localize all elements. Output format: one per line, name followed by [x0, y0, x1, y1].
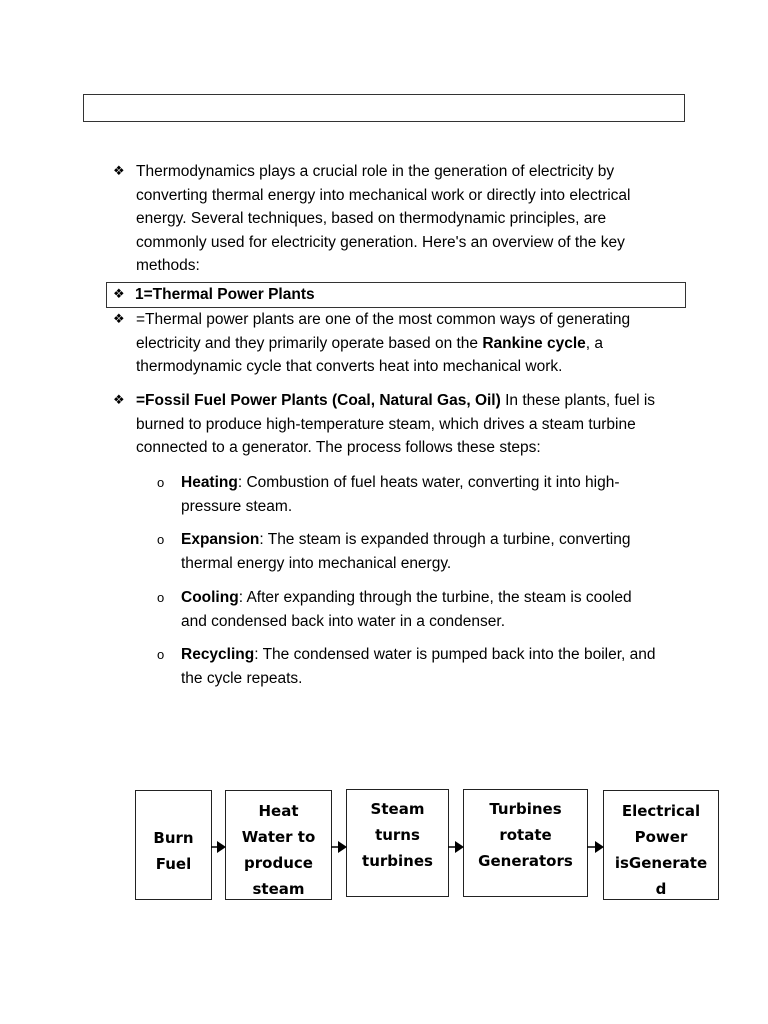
right-arrow-icon — [211, 836, 227, 858]
intro-line: commonly used for electricity generation. Here's an overview of the key — [136, 233, 625, 251]
right-arrow-icon — [331, 836, 348, 858]
circle-bullet-icon: o — [157, 647, 165, 662]
fossil-paragraph — [113, 389, 673, 461]
flow-box-steam-turbines: Steam turns turbines — [346, 789, 449, 897]
fossil-line: burned to produce high-temperature steam, which drives a steam turbine — [136, 415, 636, 433]
flow-box-electrical-power: Electrical Power isGenerate d — [603, 790, 719, 900]
fossil-line: =Fossil Fuel Power Plants (Coal, Natural Gas, Oil) In these plants, fuel is — [136, 392, 656, 409]
right-arrow-icon — [587, 836, 605, 858]
thermal-line: =Thermal power plants are one of the most common ways of generating — [136, 311, 631, 328]
step-term: Expansion — [181, 531, 260, 548]
section-heading — [106, 282, 686, 308]
thermal-paragraph — [113, 308, 673, 380]
diamond-bullet-icon: ❖ — [113, 287, 125, 302]
circle-bullet-icon: o — [157, 475, 165, 490]
diamond-bullet-icon: ❖ — [113, 312, 125, 327]
intro-line: Thermodynamics plays a crucial role in the generation of electricity by — [136, 163, 615, 180]
section-heading-text: 1=Thermal Power Plants — [135, 286, 315, 303]
rankine-cycle-term: Rankine cycle — [482, 334, 586, 352]
intro-line: energy. Several techniques, based on thermodynamic principles, are — [136, 210, 607, 228]
flow-box-burn-fuel: Burn Fuel — [135, 790, 212, 900]
circle-bullet-icon: o — [157, 532, 165, 547]
thermal-line: thermodynamic cycle that converts heat into mechanical work. — [136, 358, 563, 376]
intro-paragraph — [113, 160, 673, 280]
step-term: Recycling — [181, 646, 255, 663]
step-term: Heating — [181, 474, 238, 491]
intro-line: converting thermal energy into mechanical work or directly into electrical — [136, 186, 631, 204]
flow-box-heat-water: Heat Water to produce steam — [225, 790, 332, 900]
fossil-heading: =Fossil Fuel Power Plants (Coal, Natural Gas, Oil) — [136, 392, 501, 409]
step-term: Cooling — [181, 589, 239, 606]
diamond-bullet-icon: ❖ — [113, 164, 125, 179]
diamond-bullet-icon: ❖ — [113, 393, 125, 408]
intro-line: methods: — [136, 257, 200, 275]
right-arrow-icon — [448, 836, 465, 858]
flow-box-turbines-generators: Turbines rotate Generators — [463, 789, 588, 897]
title-box — [83, 94, 685, 122]
document-page: ❖ Thermodynamics plays a crucial role in the generation of electricity by converting thermal energy into mechanical work or directly into electrical energy. Several techniques, based on thermodynamic principles, are commonly used for electricity generation. Here's an overview of the key methods: ❖ 1=Thermal Power Plants ❖ =Thermal power plants are one of the most common ways of generating electricity and they primarily operate based on the Rankine cycle, a thermodynamic cycle that converts heat into mechanical work. ❖ =Fossil Fuel Power Plants (Coal, Natural Gas, Oil) In these plants, fuel is burned to produce high-temperature steam, which drives a steam turbine connected to a generator. The process follows these steps: o Heating: Combustion of fuel heats water, converting it into high- pressure steam. o Expansion: The steam is expanded through a turbine, converting thermal energy into mechanical energy. o Cooling: After expanding through the turbine, the steam is cooled and condensed back into water in a condenser. o Recycling: The condensed water is pumped back into the boiler, and the cycle repeats. Burn Fuel Heat Water to produce steam Steam turns turbines Turbines rotate Generators Electrical Power isGenerate d — [0, 0, 768, 1024]
thermal-line: electricity and they primarily operate based on the Rankine cycle, a — [136, 334, 603, 352]
circle-bullet-icon: o — [157, 590, 165, 605]
fossil-line: connected to a generator. The process follows these steps: — [136, 439, 541, 457]
